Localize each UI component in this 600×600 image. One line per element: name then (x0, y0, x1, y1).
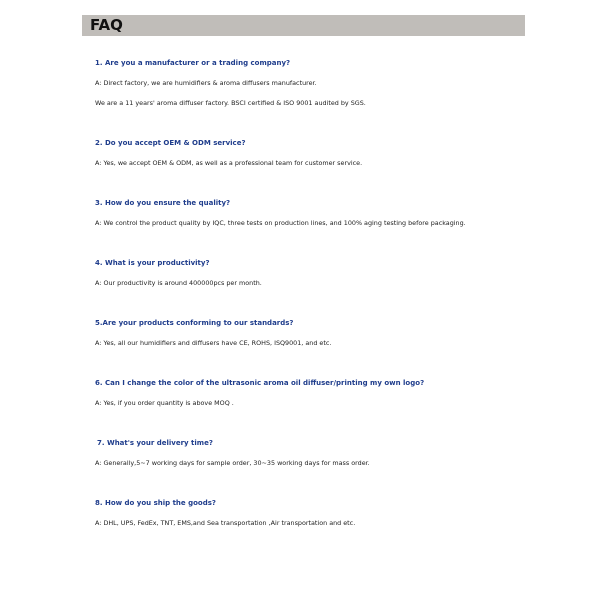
faq-answer-1a: A: Direct factory, we are humidifiers & aroma diffusers manufacturer. (95, 79, 317, 87)
page-title: FAQ (90, 16, 123, 34)
faq-question-4: 4. What is your productivity? (95, 259, 210, 267)
faq-answer-8: A: DHL, UPS, FedEx, TNT, EMS,and Sea transportation ,Air transportation and etc. (95, 519, 356, 527)
faq-question-2: 2. Do you accept OEM & ODM service? (95, 139, 246, 147)
faq-answer-7: A: Generally,5~7 working days for sample order, 30~35 working days for mass order. (95, 459, 370, 467)
faq-question-5: 5.Are your products conforming to our standards? (95, 319, 294, 327)
header-bar (82, 15, 525, 36)
faq-question-6: 6. Can I change the color of the ultrasonic aroma oil diffuser/printing my own logo? (95, 379, 425, 387)
faq-question-1: 1. Are you a manufacturer or a trading company? (95, 59, 291, 67)
faq-answer-5: A: Yes, all our humidifiers and diffusers have CE, ROHS, ISQ9001, and etc. (95, 339, 332, 347)
faq-answer-3: A: We control the product quality by IQC, three tests on production lines, and 100% aging testing before packaging. (95, 219, 466, 227)
faq-question-8: 8. How do you ship the goods? (95, 499, 216, 507)
faq-question-7: 7. What's your delivery time? (97, 439, 213, 447)
faq-answer-6: A: Yes, if you order quantity is above MOQ . (95, 399, 234, 407)
faq-answer-4: A: Our productivity is around 400000pcs per month. (95, 279, 262, 287)
faq-answer-2: A: Yes, we accept OEM & ODM, as well as a professional team for customer service. (95, 159, 363, 167)
faq-answer-1b: We are a 11 years' aroma diffuser factory. BSCI certified & ISO 9001 audited by SGS. (95, 99, 366, 107)
faq-question-3: 3. How do you ensure the quality? (95, 199, 231, 207)
